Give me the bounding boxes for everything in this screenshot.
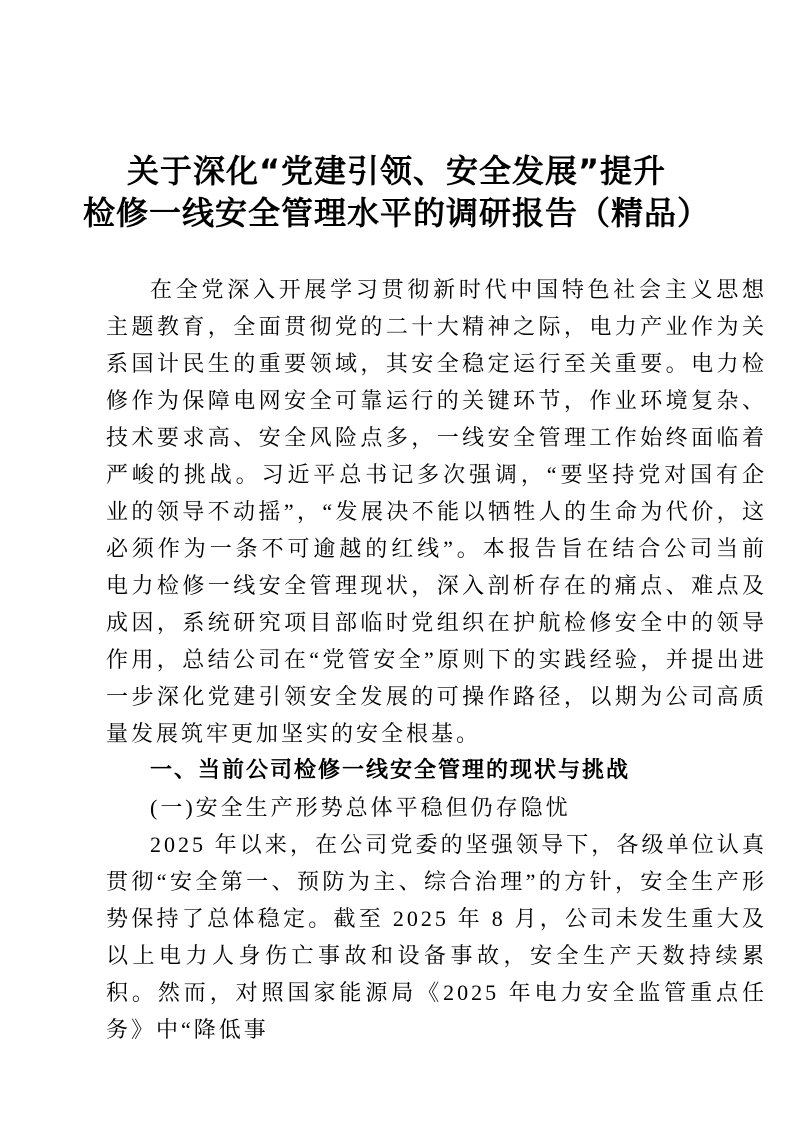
intro-paragraph: 在全党深入开展学习贯彻新时代中国特色社会主义思想主题教育，全面贯彻党的二十大精神之际，电力产业作为关系国计民生的重要领域，其安全稳定运行至关重要。电力检修作为保障电网安全可靠运行的关键环节，作业环境复杂、技术要求高、安全风险点多，一线安全管理工作始终面临着严峻的挑战。习近平总书记多次强调，“要坚持党对国有企业的领导不动摇”，“发展决不能以牺牲人的生命为代价，这必须作为一条不可逾越的红线”。本报告旨在结合公司当前电力检修一线安全管理现状，深入剖析存在的痛点、难点及成因，系统研究项目部临时党组织在护航检修安全中的领导作用，总结公司在“党管安全”原则下的实践经验，并提出进一步深化党建引领安全发展的可操作路径，以期为公司高质量发展筑牢更加坚实的安全根基。	[106, 277, 767, 746]
document-title	[30, 150, 763, 234]
body-paragraph-current-status: 2025 年以来，在公司党委的坚强领导下，各级单位认真贯彻“安全第一、预防为主、综合治理”的方针，安全生产形势保持了总体稳定。截至 2025 年 8 月，公司未发生重大及以上电力人身伤亡事故和设备事故，安全生产天数持续累积。然而，对照国家能源局《2025 年电力安全监管重点任务》中“降低事	[106, 832, 767, 1042]
document-title-line-1: 关于深化“党建引领、安全发展”提升	[126, 152, 667, 190]
document-title-line-2: 检修一线安全管理水平的调研报告（精品）	[82, 194, 710, 232]
section-1-subheading-1: (一)安全生产形势总体平稳但仍存隐忧	[150, 795, 571, 820]
document-body	[106, 271, 767, 1048]
section-1-heading: 一、当前公司检修一线安全管理的现状与挑战	[150, 758, 631, 783]
